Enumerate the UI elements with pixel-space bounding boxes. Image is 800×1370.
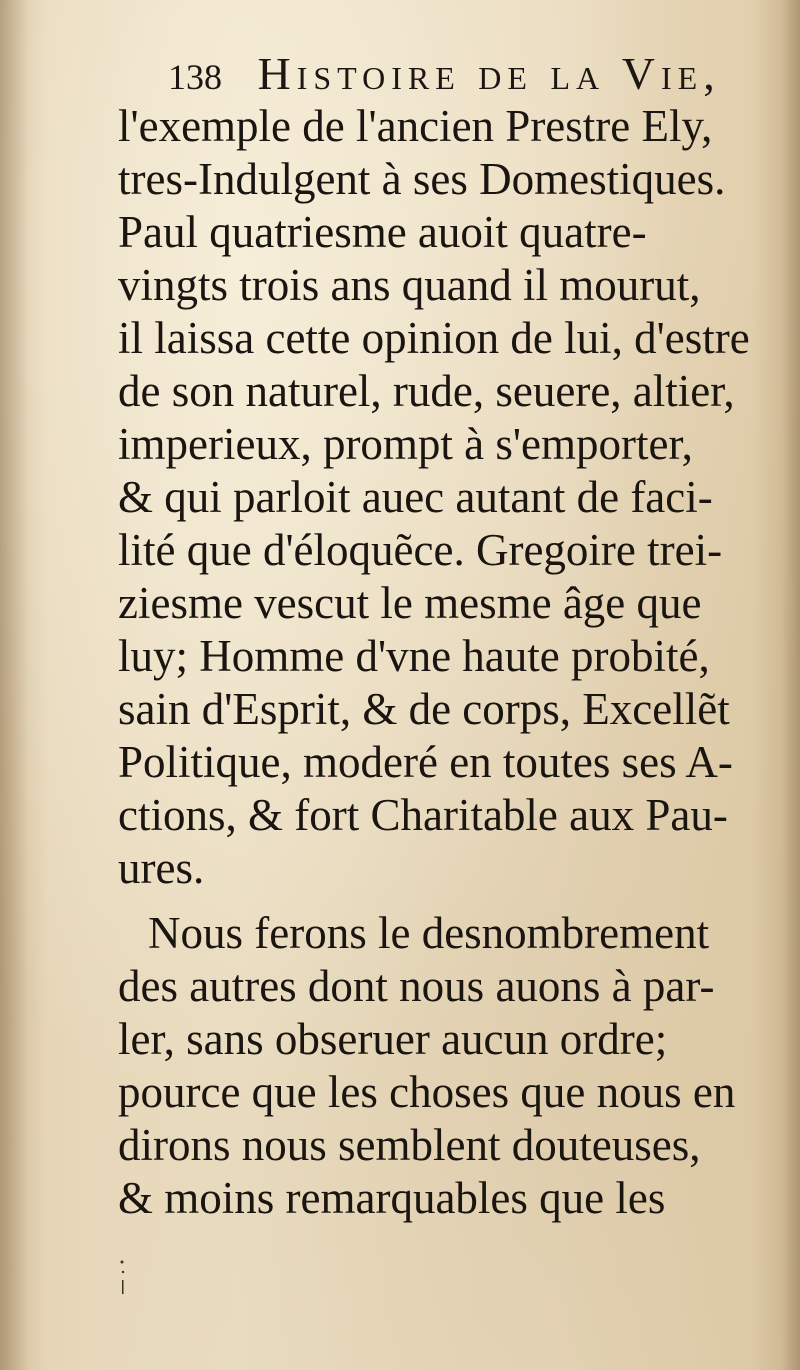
text-line: ler, sans obseruer aucun ordre; bbox=[118, 1014, 668, 1064]
paragraph-first-line: Nous ferons le desnombrement bbox=[148, 908, 710, 958]
text-line: sain d'Esprit, & de corps, Excellẽt bbox=[118, 684, 730, 734]
text-line: pource que les choses que nous en bbox=[118, 1067, 736, 1117]
ink-specks bbox=[118, 1258, 128, 1298]
text-line: ures. bbox=[118, 843, 205, 893]
text-line: & qui parloit auec autant de faci- bbox=[118, 472, 713, 522]
text-line: lité que d'éloquẽce. Gregoire trei- bbox=[118, 525, 723, 575]
text-line: Paul quatriesme auoit quatre- bbox=[118, 207, 647, 257]
text-line: ctions, & fort Charitable aux Pau- bbox=[118, 790, 728, 840]
page-header bbox=[168, 42, 768, 106]
page-edge-shadow bbox=[782, 0, 800, 1370]
text-line: ziesme vescut le mesme âge que bbox=[118, 578, 702, 628]
text-line: Politique, moderé en toutes ses A- bbox=[118, 737, 733, 787]
text-line: imperieux, prompt à s'emporter, bbox=[118, 419, 693, 469]
text-line: & moins remarquables que les bbox=[118, 1173, 666, 1223]
body-text bbox=[118, 100, 778, 1225]
text-line: des autres dont nous auons à par- bbox=[118, 961, 715, 1011]
text-line: vingts trois ans quand il mourut, bbox=[118, 260, 701, 310]
text-line: l'exemple de l'ancien Prestre Ely, bbox=[118, 101, 713, 151]
text-line: dirons nous semblent douteuses, bbox=[118, 1120, 701, 1170]
text-line: luy; Homme d'vne haute probité, bbox=[118, 631, 710, 681]
page-number: 138 bbox=[168, 57, 222, 97]
text-line: de son naturel, rude, seuere, altier, bbox=[118, 366, 735, 416]
text-line: il laissa cette opinion de lui, d'estre bbox=[118, 313, 750, 363]
binding-gutter-shadow bbox=[0, 0, 28, 1370]
text-line: tres-Indulgent à ses Domestiques. bbox=[118, 154, 726, 204]
running-title: Histoire de la Vie, bbox=[257, 48, 721, 99]
